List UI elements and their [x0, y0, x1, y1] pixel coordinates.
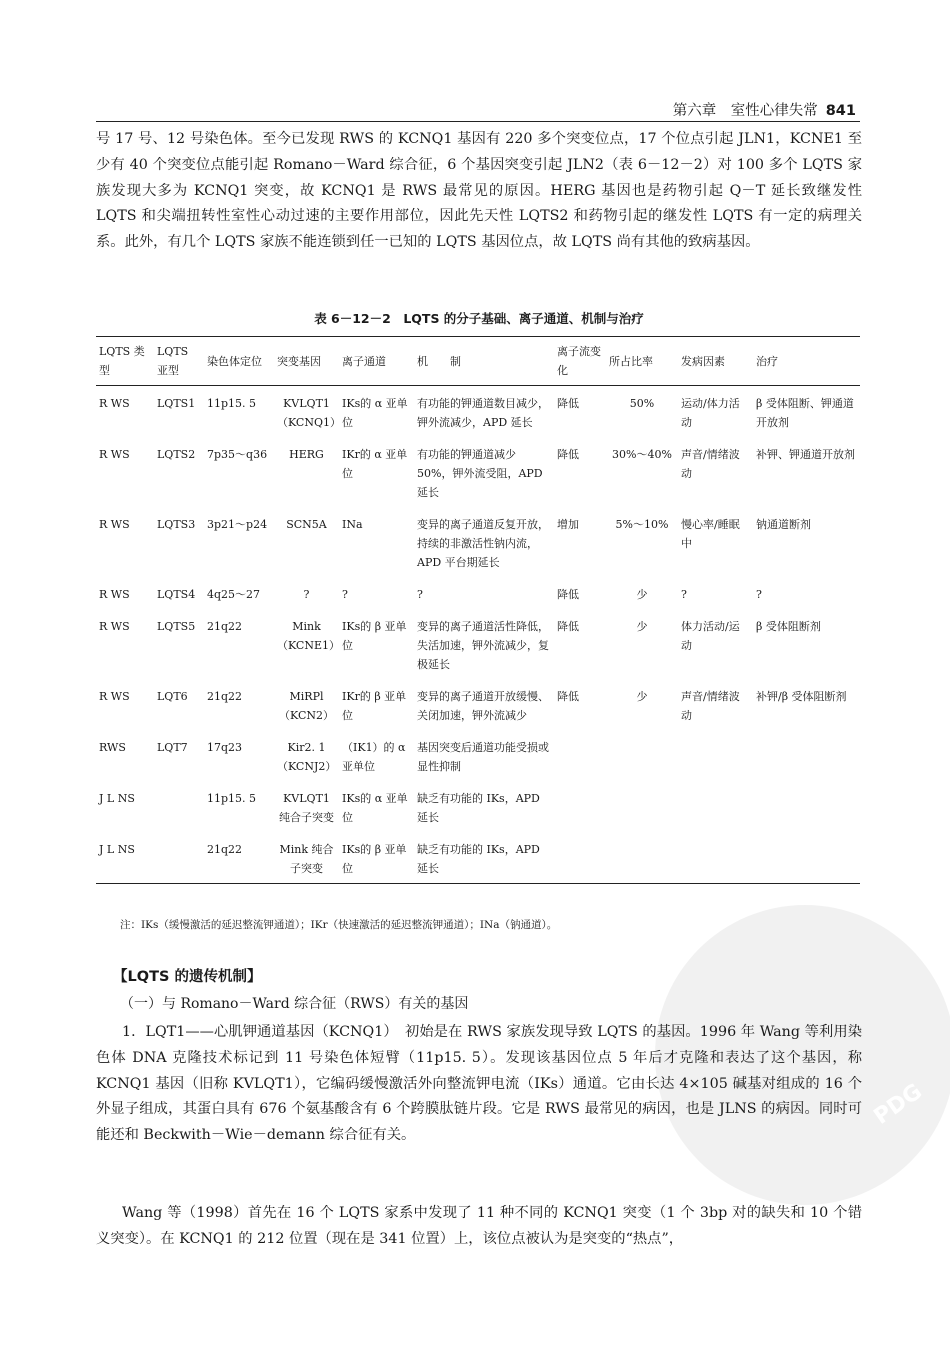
cell: 50% — [629, 397, 655, 410]
header-rule — [96, 121, 860, 122]
cell: IKs的 α 亚单位 — [342, 397, 408, 429]
cell: SCN5A — [286, 518, 327, 531]
cell — [606, 730, 678, 781]
cell: 少 — [636, 620, 648, 633]
cell: 11p15. 5 — [207, 397, 257, 410]
col-header: 离子通道 — [339, 337, 414, 386]
intro-paragraph: 号 17 号、12 号染色体。至今已发现 RWS 的 KCNQ1 基因有 220 多个突变位点，17 个位点引起 JLN1，KCNE1 至少有 40 个突变位点能引起 Romano－Ward 综合征，6 个基因突变引起 JLN2（表 6－12－2）对 100 多个 LQTS 家族发现大多为 KCNQ1 突变，故 KCNQ1 是 RWS 最常见的原因。HERG 基因也是药物引起 Q－T 延长致继发性 LQTS 和尖端扭转性室性心动过速的主要作用部位，因此先天性 LQTS2 和药物引起的继发性 LQTS 有一定的病理关系。此外，有几个 LQTS 家族不能连锁到任一已知的 LQTS 基因位点，故 LQTS 尚有其他的致病基因。 — [96, 131, 862, 251]
cell: KVLQT1 （KCNQ1） — [277, 397, 341, 429]
table-row — [96, 507, 860, 577]
cell: 降低 — [557, 620, 579, 633]
cell: 变异的离子通道活性降低，失活加速，钾外流减少，复极延长 — [417, 620, 549, 671]
cell: β 受体阻断、钾通道开放剂 — [756, 397, 854, 429]
cell: 降低 — [557, 588, 579, 601]
cell: 变异的离子通道开放缓慢、关闭加速，钾外流减少 — [417, 690, 549, 722]
cell — [606, 832, 678, 884]
cell: KVLQT1 纯合子突变 — [279, 792, 334, 824]
cell — [678, 730, 753, 781]
cell: Mink 纯合子突变 — [274, 832, 339, 884]
table-row — [96, 781, 860, 832]
table-header-row — [96, 337, 860, 386]
cell: IKs的 β 亚单位 — [342, 620, 407, 652]
col-header: 染色体定位 — [204, 337, 274, 386]
table-row — [96, 437, 860, 507]
cell: LQTS4 — [157, 588, 196, 601]
cell: 30%～40% — [612, 448, 672, 461]
cell: IKs的 α 亚单位 — [342, 792, 408, 824]
body-paragraph: Wang 等（1998）首先在 16 个 LQTS 家系中发现了 11 种不同的 KCNQ1 突变（1 个 3bp 对的缺失和 10 个错义突变）。在 KCNQ1 的 212 位置（现在是 341 位置）上，该位点被认为是突变的“热点”， — [96, 1205, 862, 1247]
table-row — [96, 679, 860, 730]
cell: LQTS5 — [157, 620, 196, 633]
table-row — [96, 609, 860, 679]
cell: LQTS3 — [157, 518, 196, 531]
cell: 21q22 — [207, 620, 243, 633]
cell: R WS — [99, 397, 130, 410]
cell: IKs的 β 亚单位 — [339, 832, 414, 884]
cell: 降低 — [557, 690, 579, 703]
table-caption: 表 6－12－2 LQTS 的分子基础、离子通道、机制与治疗 — [314, 311, 644, 326]
cell: 21q22 — [204, 832, 274, 884]
cell: 钠通道断剂 — [756, 518, 811, 531]
cell: 5%～10% — [615, 518, 669, 531]
subsection-title: （一）与 Romano－Ward 综合征（RWS）有关的基因 — [120, 996, 469, 1012]
cell: 增加 — [557, 518, 579, 531]
cell: 运动/体力活动 — [681, 397, 740, 429]
cell: RWS — [99, 741, 126, 754]
cell: R WS — [99, 620, 130, 633]
cell: 慢心率/睡眠中 — [681, 518, 740, 550]
cell: R WS — [99, 448, 130, 461]
col-header: 离子流变化 — [554, 337, 606, 386]
cell — [554, 781, 606, 832]
cell: LQT6 — [157, 690, 188, 703]
col-header: 突变基因 — [274, 337, 339, 386]
cell: 体力活动/运动 — [681, 620, 740, 652]
cell — [753, 832, 860, 884]
cell: LQTS2 — [157, 448, 196, 461]
cell: （IK1）的 α 亚单位 — [342, 741, 406, 773]
section-title: 【LQTS 的遗传机制】 — [113, 969, 262, 985]
cell: 补钾、钾通道开放剂 — [756, 448, 855, 461]
cell: 少 — [636, 690, 648, 703]
cell: J L NS — [99, 792, 135, 805]
table-row — [96, 832, 860, 884]
table-row — [96, 730, 860, 781]
running-header — [96, 99, 856, 121]
col-header: 所占比率 — [606, 337, 678, 386]
col-header: LQTS 亚型 — [154, 337, 204, 386]
cell: 有功能的钾通道数目减少，钾外流减少，APD 延长 — [417, 397, 549, 429]
col-header: 机 制 — [414, 337, 554, 386]
cell: 4q25～27 — [207, 588, 261, 601]
cell — [154, 781, 204, 832]
cell — [606, 781, 678, 832]
cell: LQTS1 — [157, 397, 196, 410]
lqts-table — [96, 336, 860, 884]
cell: 降低 — [557, 448, 579, 461]
cell: 11p15. 5 — [207, 792, 257, 805]
cell: 缺乏有功能的 IKs，APD 延长 — [414, 832, 554, 884]
cell: R WS — [99, 588, 130, 601]
cell: 降低 — [557, 397, 579, 410]
col-header: 发病因素 — [678, 337, 753, 386]
body-paragraph: 1．LQT1——心肌钾通道基因（KCNQ1） 初始是在 RWS 家族发现导致 LQTS 的基因。1996 年 Wang 等利用染色体 DNA 克隆技术标记到 11 号染色体短臂（11p15. 5）。发现该基因位点 5 年后才克隆和表达了这个基因，称 KCNQ1 基因（旧称 KVLQT1），它编码缓慢激活外向整流钾电流（IKs）通道。它由长达 4×105 碱基对组成的 16 个外显子组成，其蛋白具有 676 个氨基酸含有 6 个跨膜肽链片段。它是 RWS 最常见的病因，也是 JLNS 的病因。同时可能还和 Beckwith－Wie－demann 综合征有关。 — [96, 1024, 862, 1144]
cell: IKr的 β 亚单位 — [342, 690, 407, 722]
cell: 少 — [636, 588, 648, 601]
cell: ? — [342, 588, 348, 601]
cell: ? — [756, 588, 762, 601]
table-row — [96, 577, 860, 609]
cell: MiRPl （KCN2） — [279, 690, 334, 722]
cell: 有功能的钾通道减少 50%，钾外流受阻，APD 延长 — [417, 448, 543, 499]
cell: R WS — [99, 518, 130, 531]
table-row — [96, 386, 860, 438]
cell — [678, 781, 753, 832]
cell: β 受体阻断剂 — [756, 620, 821, 633]
cell — [678, 832, 753, 884]
col-header: 治疗 — [753, 337, 860, 386]
cell: 7p35～q36 — [207, 448, 268, 461]
cell — [753, 781, 860, 832]
cell: ? — [681, 588, 687, 601]
cell: 17q23 — [207, 741, 243, 754]
stamp-text: PDG — [869, 1079, 927, 1130]
cell: ? — [303, 588, 310, 601]
chapter-title: 第六章 室性心律失常 — [672, 103, 818, 119]
cell — [154, 832, 204, 884]
cell: LQT7 — [157, 741, 188, 754]
cell: R WS — [99, 690, 130, 703]
cell: 缺乏有功能的 IKs，APD 延长 — [417, 792, 540, 824]
cell — [753, 730, 860, 781]
cell: Mink （KCNE1） — [277, 620, 340, 652]
cell: 3p21～p24 — [207, 518, 268, 531]
cell: 基因突变后通道功能受损或显性抑制 — [417, 741, 549, 773]
cell: J L NS — [96, 832, 154, 884]
cell — [554, 730, 606, 781]
cell: ? — [417, 588, 423, 601]
cell: 声音/情绪波动 — [681, 448, 740, 480]
cell: 声音/情绪波动 — [681, 690, 740, 722]
cell: HERG — [289, 448, 324, 461]
table-note: 注：IKs（缓慢激活的延迟整流钾通道）；IKr（快速激活的延迟整流钾通道）；INa（钠通道）。 — [120, 919, 558, 931]
col-header: LQTS 类型 — [96, 337, 154, 386]
cell: 补钾/β 受体阻断剂 — [756, 690, 847, 703]
cell: 变异的离子通道反复开放，持续的非激活性钠内流，APD 平台期延长 — [417, 518, 549, 569]
cell: 21q22 — [207, 690, 243, 703]
cell: INa — [342, 518, 363, 531]
cell: Kir2. 1 （KCNJ2） — [277, 741, 337, 773]
cell: IKr的 α 亚单位 — [342, 448, 408, 480]
cell — [554, 832, 606, 884]
page-number: 841 — [825, 103, 856, 119]
